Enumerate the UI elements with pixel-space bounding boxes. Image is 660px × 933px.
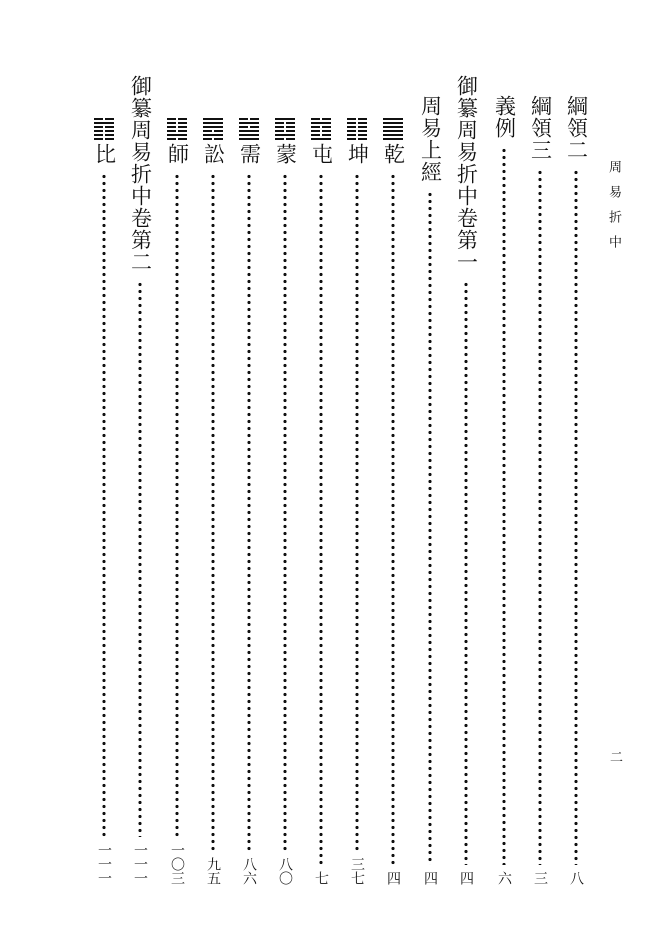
line-segment <box>275 130 284 132</box>
line-segment <box>311 122 331 124</box>
line-segment <box>203 126 223 128</box>
hexagram-broken-line <box>311 130 331 132</box>
line-segment <box>94 134 103 136</box>
line-segment <box>105 126 114 128</box>
hexagram-broken-line <box>311 134 331 136</box>
line-segment <box>347 134 356 136</box>
hexagram-solid-line <box>239 122 259 124</box>
line-segment <box>383 126 403 128</box>
line-segment <box>178 126 187 128</box>
line-segment <box>347 130 356 132</box>
hexagram-broken-line <box>167 122 187 124</box>
hexagram-broken-line <box>347 126 367 128</box>
entry-page-number: 七 <box>313 871 329 885</box>
hexagram-solid-line <box>383 134 403 136</box>
entry-page-number: 三七 <box>349 857 365 885</box>
line-segment <box>178 130 187 132</box>
line-segment <box>358 130 367 132</box>
entry-page-number: 八六 <box>241 857 257 885</box>
entry-page-number: 四 <box>422 871 438 885</box>
line-segment <box>311 134 320 136</box>
hexagram-broken-line <box>275 126 295 128</box>
hexagram-broken-line <box>167 118 187 120</box>
dot-leader <box>355 173 359 851</box>
line-segment <box>286 126 295 128</box>
hexagram-broken-line <box>347 122 367 124</box>
line-segment <box>178 122 187 124</box>
hexagram-solid-line <box>203 134 223 136</box>
line-segment <box>311 130 320 132</box>
hexagram-solid-line <box>311 122 331 124</box>
entry-title: 訟 <box>201 143 226 165</box>
hexagram-broken-line <box>311 118 331 120</box>
hexagram-broken-line <box>239 126 259 128</box>
hexagram-broken-line <box>203 138 223 140</box>
line-segment <box>275 138 284 140</box>
entry-title: 綱領二 <box>564 95 589 161</box>
entry-page-number: 一〇三 <box>169 843 185 885</box>
line-segment <box>167 138 176 140</box>
line-segment <box>286 122 295 124</box>
hexagram-solid-line <box>203 118 223 120</box>
entry-title: 御纂周易折中卷第一 <box>454 75 479 273</box>
line-segment <box>358 126 367 128</box>
hexagram-solid-line <box>383 138 403 140</box>
entry-title: 義例 <box>492 95 517 139</box>
line-segment <box>275 118 295 120</box>
entry-title: 比 <box>92 143 117 165</box>
entry-page-number: 一一一 <box>96 843 112 885</box>
line-segment <box>203 138 212 140</box>
hexagram-broken-line <box>94 126 114 128</box>
dot-leader <box>428 191 432 865</box>
line-segment <box>203 134 223 136</box>
hexagram-broken-line <box>275 130 295 132</box>
dot-leader <box>138 281 142 837</box>
line-segment <box>239 130 259 132</box>
line-segment <box>105 130 114 132</box>
line-segment <box>311 138 331 140</box>
line-segment <box>94 118 103 120</box>
hexagram-broken-line <box>347 138 367 140</box>
entry-title: 坤 <box>345 143 370 165</box>
toc-entry[interactable] <box>343 118 371 885</box>
toc-entry[interactable] <box>271 118 299 885</box>
hexagram-broken-line <box>167 138 187 140</box>
line-segment <box>94 138 103 140</box>
hexagram-broken-line <box>167 130 187 132</box>
line-segment <box>105 138 114 140</box>
hexagram-solid-line <box>167 134 187 136</box>
line-segment <box>383 134 403 136</box>
hexagram-broken-line <box>347 130 367 132</box>
toc-entry[interactable] <box>90 118 118 885</box>
entry-title: 師 <box>165 143 190 165</box>
hexagram-solid-line <box>383 122 403 124</box>
toc-entry[interactable] <box>562 95 590 885</box>
hexagram-solid-line <box>203 126 223 128</box>
line-segment <box>383 118 403 120</box>
dot-leader <box>283 173 287 851</box>
line-segment <box>358 122 367 124</box>
entry-page-number: 四 <box>458 871 474 885</box>
entry-page-number: 一一一 <box>132 843 148 885</box>
hexagram-icon <box>275 118 295 140</box>
dot-leader <box>391 173 395 865</box>
line-segment <box>347 122 356 124</box>
line-segment <box>311 118 320 120</box>
hexagram-broken-line <box>94 130 114 132</box>
line-segment <box>94 122 114 124</box>
line-segment <box>239 134 259 136</box>
dot-leader <box>502 147 506 865</box>
hexagram-broken-line <box>94 118 114 120</box>
dot-leader <box>574 169 578 865</box>
hexagram-solid-line <box>203 122 223 124</box>
line-segment <box>239 126 248 128</box>
hexagram-solid-line <box>311 138 331 140</box>
hexagram-broken-line <box>275 138 295 140</box>
hexagram-broken-line <box>239 118 259 120</box>
hexagram-solid-line <box>383 130 403 132</box>
line-segment <box>167 130 176 132</box>
line-segment <box>203 118 223 120</box>
hexagram-broken-line <box>203 130 223 132</box>
line-segment <box>178 118 187 120</box>
entry-page-number: 八 <box>568 871 584 885</box>
hexagram-broken-line <box>167 126 187 128</box>
line-segment <box>286 138 295 140</box>
dot-leader <box>247 173 251 851</box>
line-segment <box>275 134 295 136</box>
line-segment <box>275 126 284 128</box>
line-segment <box>239 138 259 140</box>
hexagram-solid-line <box>239 130 259 132</box>
dot-leader <box>211 173 215 851</box>
hexagram-solid-line <box>275 134 295 136</box>
line-segment <box>178 138 187 140</box>
dot-leader <box>538 169 542 865</box>
line-segment <box>286 130 295 132</box>
hexagram-solid-line <box>94 122 114 124</box>
hexagram-icon <box>167 118 187 140</box>
toc-entry[interactable] <box>199 118 227 885</box>
hexagram-broken-line <box>347 134 367 136</box>
entry-title: 乾 <box>381 143 406 165</box>
entry-title: 御纂周易折中卷第二 <box>128 75 153 273</box>
hexagram-broken-line <box>94 134 114 136</box>
line-segment <box>239 122 259 124</box>
page-folio: 二 <box>607 750 622 763</box>
entry-title: 需 <box>237 143 262 165</box>
line-segment <box>275 122 284 124</box>
line-segment <box>383 130 403 132</box>
entry-page-number: 四 <box>385 871 401 885</box>
entry-page-number: 八〇 <box>277 857 293 885</box>
line-segment <box>383 122 403 124</box>
entry-title: 蒙 <box>273 143 298 165</box>
line-segment <box>167 118 176 120</box>
hexagram-solid-line <box>275 118 295 120</box>
hexagram-icon <box>203 118 223 140</box>
toc-entry[interactable] <box>163 118 191 885</box>
line-segment <box>322 134 331 136</box>
line-segment <box>250 126 259 128</box>
line-segment <box>105 118 114 120</box>
running-head: 周易折中 <box>606 160 621 260</box>
line-segment <box>347 126 356 128</box>
toc-entry[interactable] <box>235 118 263 885</box>
line-segment <box>105 134 114 136</box>
dot-leader <box>175 173 179 837</box>
line-segment <box>203 122 223 124</box>
hexagram-icon <box>383 118 403 140</box>
line-segment <box>347 138 356 140</box>
line-segment <box>347 118 356 120</box>
entry-page-number: 六 <box>496 871 512 885</box>
hexagram-broken-line <box>275 122 295 124</box>
line-segment <box>203 130 212 132</box>
line-segment <box>358 118 367 120</box>
toc-entry[interactable] <box>452 75 480 885</box>
toc-entry[interactable] <box>307 118 335 885</box>
line-segment <box>358 134 367 136</box>
line-segment <box>214 138 223 140</box>
line-segment <box>358 138 367 140</box>
line-segment <box>214 130 223 132</box>
line-segment <box>322 118 331 120</box>
toc-entry[interactable] <box>490 95 518 885</box>
line-segment <box>167 134 187 136</box>
toc-entry[interactable] <box>526 95 554 885</box>
hexagram-broken-line <box>347 118 367 120</box>
toc-entry[interactable] <box>416 95 444 885</box>
line-segment <box>94 130 103 132</box>
entry-title: 綱領三 <box>528 95 553 161</box>
dot-leader <box>464 281 468 865</box>
hexagram-broken-line <box>311 126 331 128</box>
toc-entry[interactable] <box>126 75 154 885</box>
dot-leader <box>102 173 106 837</box>
hexagram-icon <box>347 118 367 140</box>
line-segment <box>167 126 176 128</box>
entry-title: 屯 <box>309 143 334 165</box>
hexagram-broken-line <box>94 138 114 140</box>
line-segment <box>167 122 176 124</box>
line-segment <box>383 138 403 140</box>
hexagram-solid-line <box>383 126 403 128</box>
hexagram-icon <box>94 118 114 140</box>
hexagram-solid-line <box>239 134 259 136</box>
toc-entry[interactable] <box>379 118 407 885</box>
hexagram-icon <box>311 118 331 140</box>
line-segment <box>322 130 331 132</box>
hexagram-solid-line <box>239 138 259 140</box>
dot-leader <box>319 173 323 865</box>
entry-page-number: 三 <box>532 871 548 885</box>
line-segment <box>94 126 103 128</box>
line-segment <box>311 126 320 128</box>
line-segment <box>239 118 248 120</box>
hexagram-icon <box>239 118 259 140</box>
line-segment <box>250 118 259 120</box>
entry-title: 周易上經 <box>418 95 443 183</box>
line-segment <box>322 126 331 128</box>
entry-page-number: 九五 <box>205 857 221 885</box>
hexagram-solid-line <box>383 118 403 120</box>
